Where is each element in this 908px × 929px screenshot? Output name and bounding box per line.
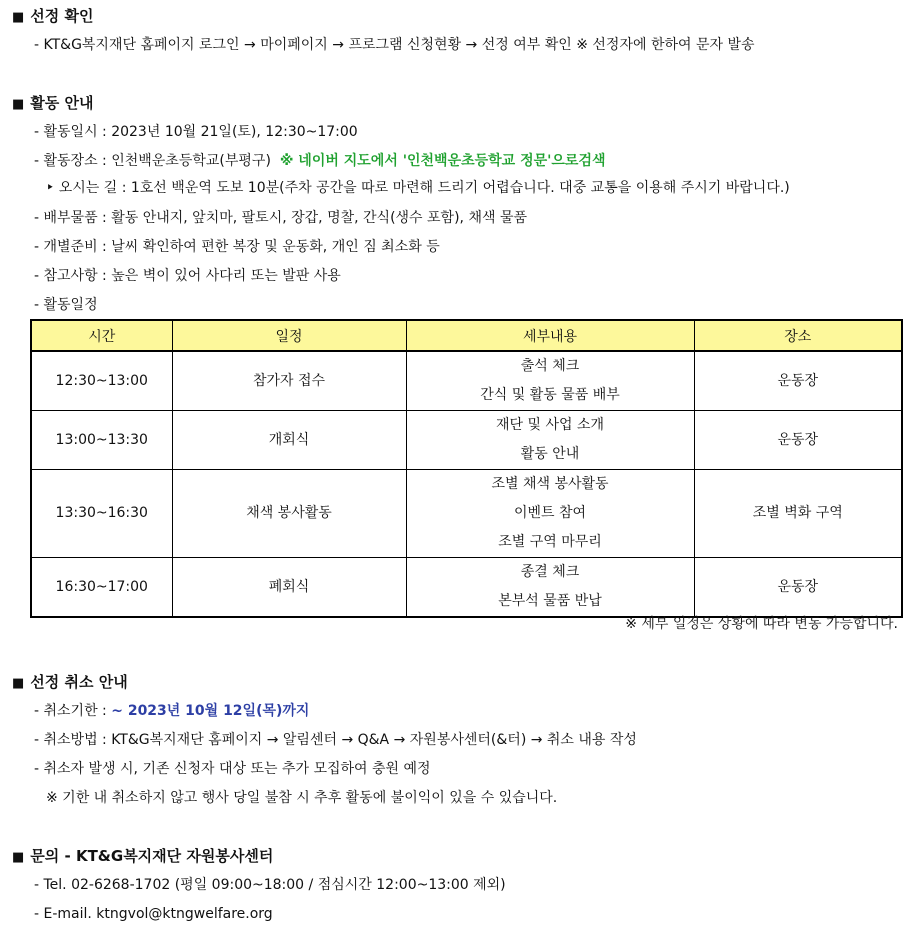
- cell-details: [406, 411, 694, 470]
- cell-time: 16:30~17:00: [31, 558, 172, 618]
- square-bullet-icon: ■: [12, 97, 25, 112]
- detail-line: 이벤트 참여: [513, 505, 587, 521]
- detail-line: 조별 구역 마무리: [498, 534, 602, 550]
- cell-place: 운동장: [694, 411, 902, 470]
- table-row: [31, 351, 902, 411]
- cell-details: [406, 470, 694, 558]
- cancel-deadline-value: ~ 2023년 10월 12일(목)까지: [111, 703, 310, 719]
- cell-time: 12:30~13:00: [31, 351, 172, 411]
- square-bullet-icon: ■: [12, 10, 25, 25]
- cancel-deadline-label: - 취소기한 :: [34, 703, 112, 719]
- distributed-items: - 배부물품 : 활동 안내지, 앞치마, 팔토시, 장갑, 명찰, 간식(생수 포함), 채색 물품: [34, 210, 527, 226]
- schedule-table: [30, 319, 903, 618]
- section-title-text: 활동 안내: [30, 94, 94, 112]
- section-title-activity: [12, 93, 93, 115]
- cell-place: 운동장: [694, 351, 902, 411]
- schedule-change-note: ※ 세부 일정은 상황에 따라 변동 가능합니다.: [625, 616, 898, 632]
- header-event: 일정: [172, 320, 406, 351]
- square-bullet-icon: ■: [12, 676, 25, 691]
- schedule-label: - 활동일정: [34, 297, 98, 313]
- section-title-text: 선정 확인: [30, 7, 94, 25]
- cell-event: 채색 봉사활동: [172, 470, 406, 558]
- contact-email: - E-mail. ktngvol@ktngwelfare.org: [34, 906, 273, 922]
- header-details: 세부내용: [406, 320, 694, 351]
- square-bullet-icon: ■: [12, 850, 25, 865]
- activity-place-text: - 활동장소 : 인천백운초등학교(부평구): [34, 153, 271, 169]
- cell-place: 조별 벽화 구역: [694, 470, 902, 558]
- table-row: [31, 558, 902, 618]
- section-title-text: 문의 - KT&G복지재단 자원봉사센터: [30, 847, 274, 865]
- cancel-method: - 취소방법 : KT&G복지재단 홈페이지 → 알림센터 → Q&A → 자원봉사센터(&터) → 취소 내용 작성: [34, 732, 637, 748]
- reference-note: - 참고사항 : 높은 벽이 있어 사다리 또는 발판 사용: [34, 268, 341, 284]
- detail-line: 종결 체크: [520, 564, 580, 580]
- section-title-contact: [12, 846, 273, 868]
- map-search-note: ※ 네이버 지도에서 '인천백운초등학교 정문'으로검색: [279, 153, 606, 169]
- detail-line: 간식 및 활동 물품 배부: [480, 387, 620, 403]
- activity-place: [34, 151, 606, 171]
- personal-preparation: - 개별준비 : 날씨 확인하여 편한 복장 및 운동화, 개인 짐 최소화 등: [34, 239, 440, 255]
- cell-time: 13:30~16:30: [31, 470, 172, 558]
- selection-check-steps: - KT&G복지재단 홈페이지 로그인 → 마이페이지 → 프로그램 신청현황 → 선정 여부 확인 ※ 선정자에 한하여 문자 발송: [34, 37, 755, 53]
- directions: ‣ 오시는 길 : 1호선 백운역 도보 10분(주차 공간을 따로 마련해 드리기 어렵습니다. 대중 교통을 이용해 주시기 바랍니다.): [46, 180, 790, 196]
- detail-line: 출석 체크: [520, 358, 580, 374]
- cell-event: 참가자 접수: [172, 351, 406, 411]
- cell-details: [406, 558, 694, 618]
- contact-tel: - Tel. 02-6268-1702 (평일 09:00~18:00 / 점심시간 12:00~13:00 제외): [34, 877, 506, 893]
- cell-time: 13:00~13:30: [31, 411, 172, 470]
- table-row: [31, 411, 902, 470]
- cell-event: 개회식: [172, 411, 406, 470]
- cell-event: 폐회식: [172, 558, 406, 618]
- cancel-warning: ※ 기한 내 취소하지 않고 행사 당일 불참 시 추후 활동에 불이익이 있을 수 있습니다.: [46, 790, 558, 806]
- activity-date: - 활동일시 : 2023년 10월 21일(토), 12:30~17:00: [34, 124, 358, 140]
- detail-line: 활동 안내: [520, 446, 580, 462]
- cancel-deadline: [34, 701, 309, 721]
- header-time: 시간: [31, 320, 172, 351]
- detail-line: 조별 채색 봉사활동: [491, 476, 609, 492]
- section-title-text: 선정 취소 안내: [30, 673, 128, 691]
- detail-line: 본부석 물품 반납: [498, 593, 602, 609]
- table-header-row: [31, 320, 902, 351]
- cell-details: [406, 351, 694, 411]
- section-title-selection: [12, 6, 93, 28]
- header-place: 장소: [694, 320, 902, 351]
- table-row: [31, 470, 902, 558]
- cell-place: 운동장: [694, 558, 902, 618]
- cancel-replacement: - 취소자 발생 시, 기존 신청자 대상 또는 추가 모집하여 충원 예정: [34, 761, 431, 777]
- detail-line: 재단 및 사업 소개: [495, 417, 605, 433]
- section-title-cancellation: [12, 672, 128, 694]
